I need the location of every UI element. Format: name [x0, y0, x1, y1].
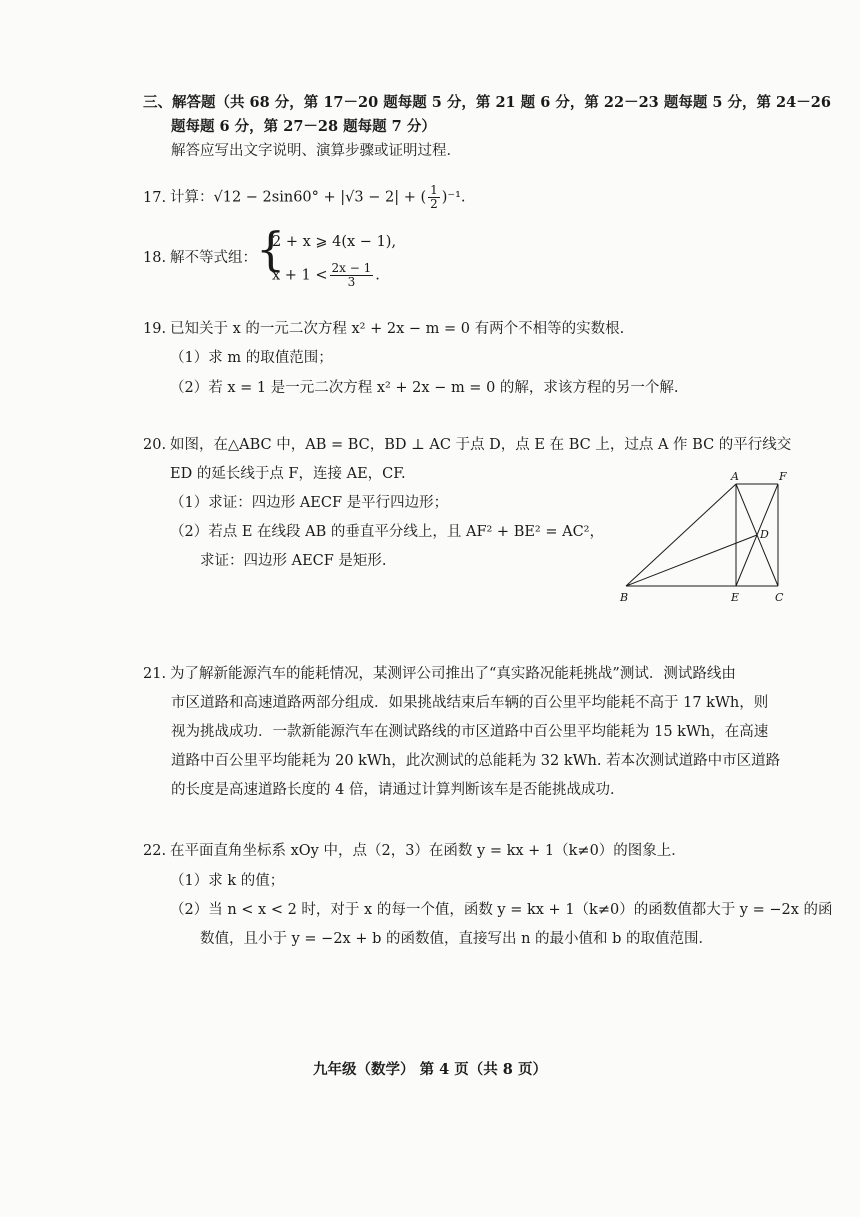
section-instruction: 解答应写出文字说明、演算步骤或证明过程．: [171, 143, 461, 159]
fraction: [428, 184, 440, 211]
question-number: 17.: [143, 189, 167, 206]
question-number: 19.: [143, 321, 167, 337]
question-21-line: 视为挑战成功．一款新能源汽车在测试路线的市区道路中百公里平均能耗为 15 kWh，在高速: [171, 724, 769, 740]
question-stem: 已知关于 x 的一元二次方程 x² + 2x − m = 0 有两个不相等的实数根.: [170, 321, 625, 337]
question-number: 18.: [143, 250, 167, 266]
question-21: [143, 660, 783, 805]
question-number: 20.: [143, 437, 167, 453]
question-19-part-2: （2）若 x = 1 是一元二次方程 x² + 2x − m = 0 的解，求该方程的另一个解.: [170, 380, 679, 396]
question-20-part-1: （1）求证：四边形 AECF 是平行四边形；: [170, 495, 449, 511]
question-22: [143, 841, 686, 861]
question-21-line: 市区道路和高速道路两部分组成．如果挑战结束后车辆的百公里平均能耗不高于 17 kWh，则: [171, 695, 769, 711]
label-e: E: [731, 591, 740, 604]
question-21-line: 道路中百公里平均能耗为 20 kWh，此次测试的总能耗为 32 kWh. 若本次测试道路中市区道路: [171, 753, 781, 769]
inequality-2: [272, 262, 380, 289]
question-label: 计算：: [170, 189, 214, 206]
question-22-part-2: （2）当 n < x < 2 时，对于 x 的每一个值，函数 y = kx + 1（k≠0）的函数值都大于 y = −2x 的函: [170, 902, 833, 918]
inequality-2-end: .: [375, 267, 380, 284]
expression-part: √12 − 2sin60° + |√3 − 2| + (: [213, 189, 427, 206]
fraction-denominator: 3: [347, 275, 356, 289]
label-b: B: [620, 591, 629, 604]
label-c: C: [775, 591, 784, 604]
section-title-line2: 题每题 6 分，第 27－28 题每题 7 分）: [171, 118, 436, 135]
segment-bd: [626, 535, 757, 586]
question-stem: 在平面直角坐标系 xOy 中，点（2，3）在函数 y = kx + 1（k≠0）的图象上．: [170, 843, 686, 859]
question-19: [143, 319, 624, 339]
page-footer: 九年级（数学） 第 4 页（共 8 页）: [313, 1061, 547, 1078]
segment-ab: [626, 484, 736, 586]
question-20-part-2b: 求证：四边形 AECF 是矩形.: [200, 553, 387, 569]
question-20-part-2: （2）若点 E 在线段 AB 的垂直平分线上，且 AF² + BE² = AC²，: [170, 524, 604, 540]
question-21-line: [143, 660, 783, 689]
question-number: 22.: [143, 843, 167, 859]
triangle-figure: [612, 468, 792, 608]
label-f: F: [779, 470, 787, 483]
question-label: 解不等式组：: [170, 250, 257, 266]
question-17: [143, 184, 466, 211]
question-22-part-1: （1）求 k 的值；: [170, 873, 285, 889]
question-number: 21.: [143, 666, 167, 682]
section-header: [143, 93, 831, 161]
question-20: [143, 435, 791, 455]
expression-part: )⁻¹.: [441, 189, 466, 206]
label-a: A: [731, 470, 739, 483]
question-20-stem-line2: ED 的延长线于点 F，连接 AE，CF.: [170, 466, 406, 482]
inequality-1: 2 + x ⩾ 4(x − 1),: [272, 234, 397, 250]
question-21-line: 的长度是高速道路长度的 4 倍，请通过计算判断该车是否能挑战成功．: [171, 782, 625, 798]
question-18: [143, 248, 257, 268]
inequality-2-lhs: x + 1 <: [272, 267, 328, 284]
question-22-part-2b: 数值，且小于 y = −2x + b 的函数值，直接写出 n 的最小值和 b 的取值范围．: [200, 931, 714, 947]
label-d: D: [760, 528, 769, 541]
fraction: [330, 262, 374, 289]
question-stem-line1: 如图，在△ABC 中，AB = BC，BD ⊥ AC 于点 D，点 E 在 BC 上，过点 A 作 BC 的平行线交: [170, 437, 792, 453]
section-title-line1: 三、解答题（共 68 分，第 17－20 题每题 5 分，第 21 题 6 分，第 22－23 题每题 5 分，第 24－26: [143, 94, 831, 111]
fraction-denominator: 2: [430, 197, 438, 211]
fraction-numerator: 2x − 1: [331, 261, 372, 275]
question-21-text: 为了解新能源汽车的能耗情况，某测评公司推出了“真实路况能耗挑战”测试．测试路线由: [170, 666, 736, 682]
fraction-numerator: 1: [430, 183, 438, 197]
question-19-part-1: （1）求 m 的取值范围；: [170, 350, 333, 366]
system-brace: {: [256, 222, 286, 276]
